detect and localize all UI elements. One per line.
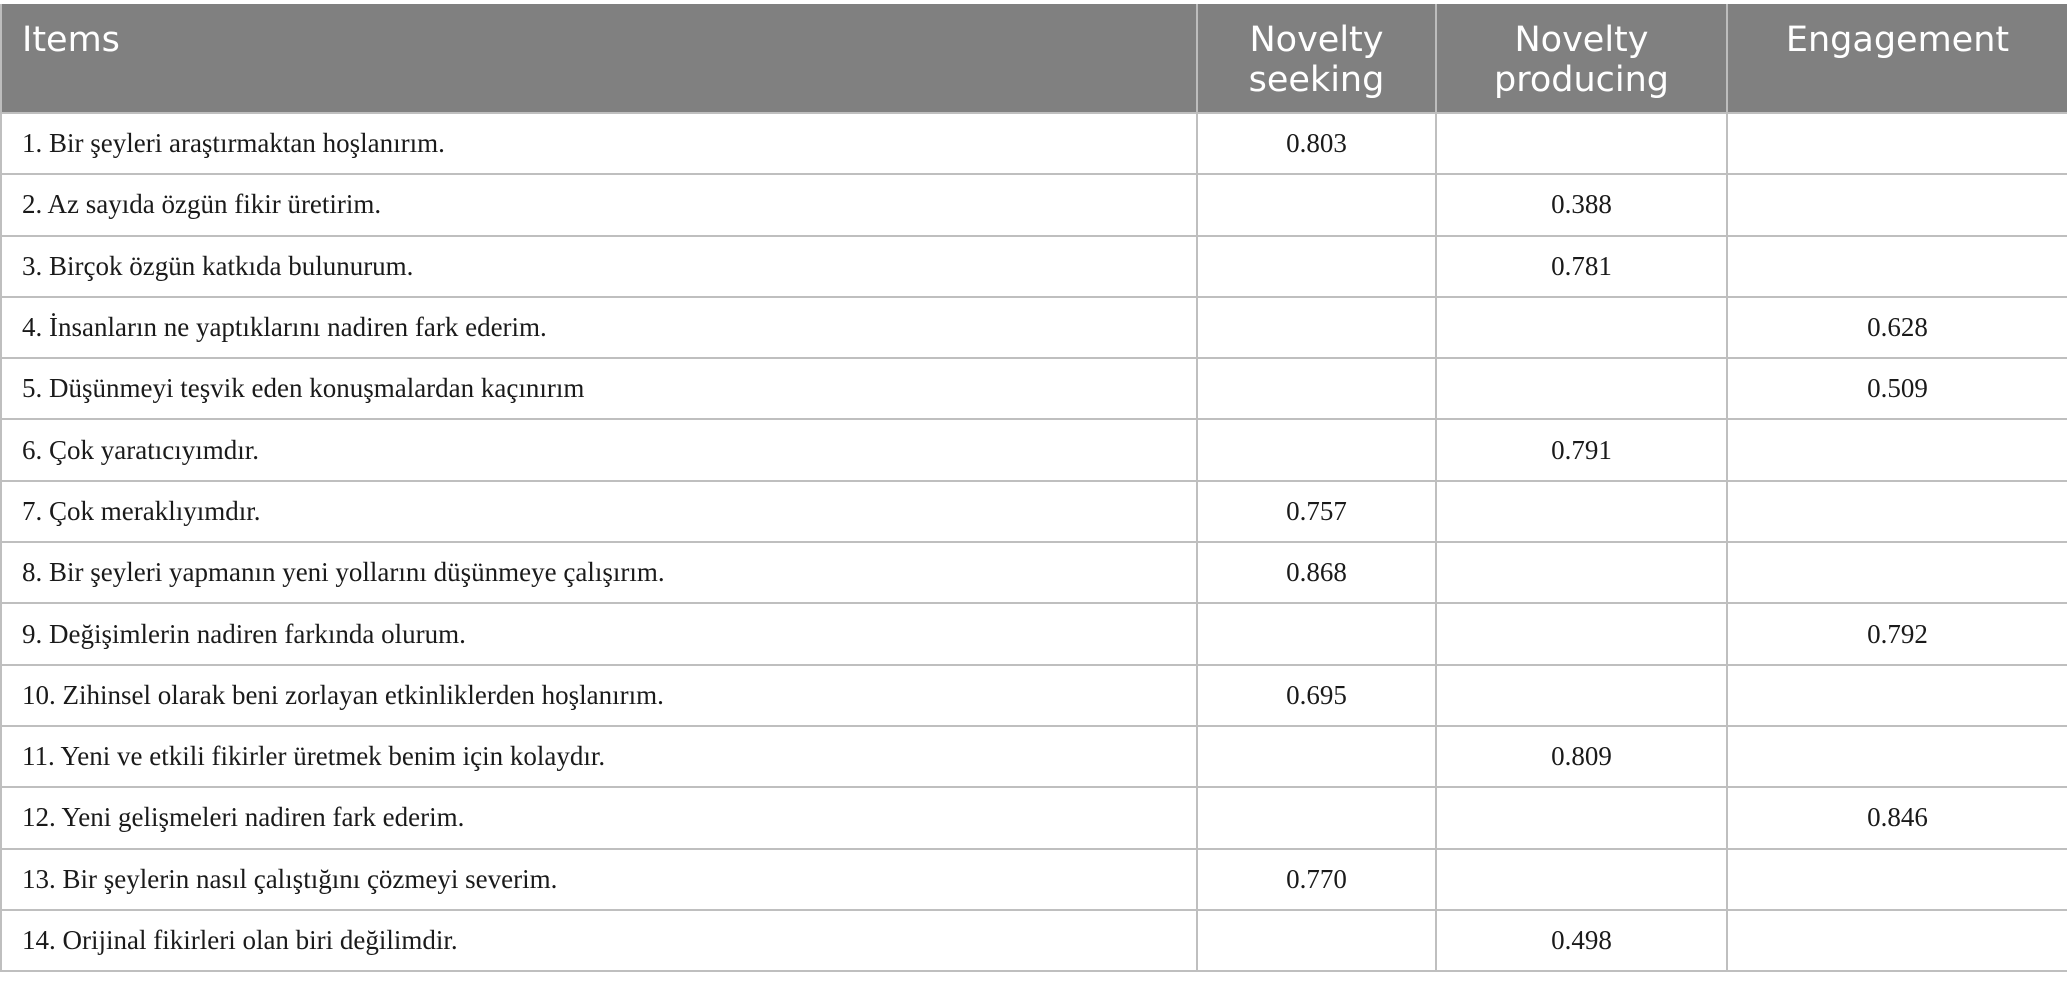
item-text: 4. İnsanların ne yaptıklarını nadiren fark ederim. [1, 297, 1197, 358]
novelty-seeking-value: 0.695 [1197, 665, 1436, 726]
novelty-producing-value: 0.809 [1436, 726, 1727, 787]
novelty-seeking-value [1197, 419, 1436, 480]
header-novelty-seeking: Novelty seeking [1197, 4, 1436, 113]
table-row [1, 849, 2067, 910]
novelty-seeking-value: 0.803 [1197, 113, 1436, 174]
engagement-value: 0.792 [1727, 603, 2067, 664]
table-row [1, 113, 2067, 174]
novelty-seeking-value [1197, 297, 1436, 358]
novelty-seeking-value: 0.770 [1197, 849, 1436, 910]
novelty-producing-value [1436, 358, 1727, 419]
novelty-producing-value [1436, 297, 1727, 358]
engagement-value: 0.509 [1727, 358, 2067, 419]
engagement-value [1727, 910, 2067, 971]
novelty-seeking-value: 0.757 [1197, 481, 1436, 542]
item-text: 9. Değişimlerin nadiren farkında olurum. [1, 603, 1197, 664]
item-text: 10. Zihinsel olarak beni zorlayan etkinliklerden hoşlanırım. [1, 665, 1197, 726]
table-row [1, 787, 2067, 848]
novelty-producing-value [1436, 665, 1727, 726]
item-text: 5. Düşünmeyi teşvik eden konuşmalardan kaçınırım [1, 358, 1197, 419]
table-row [1, 297, 2067, 358]
table-row [1, 665, 2067, 726]
item-text: 6. Çok yaratıcıyımdır. [1, 419, 1197, 480]
engagement-value: 0.846 [1727, 787, 2067, 848]
table-row [1, 419, 2067, 480]
header-items: Items [1, 4, 1197, 113]
engagement-value [1727, 665, 2067, 726]
novelty-seeking-value [1197, 174, 1436, 235]
header-novelty-producing: Novelty producing [1436, 4, 1727, 113]
novelty-producing-value: 0.388 [1436, 174, 1727, 235]
engagement-value [1727, 726, 2067, 787]
factor-loadings-table [0, 4, 2067, 972]
novelty-seeking-value [1197, 726, 1436, 787]
table-row [1, 910, 2067, 971]
table-body [1, 113, 2067, 971]
engagement-value [1727, 542, 2067, 603]
novelty-producing-value [1436, 481, 1727, 542]
engagement-value: 0.628 [1727, 297, 2067, 358]
table-row [1, 174, 2067, 235]
item-text: 13. Bir şeylerin nasıl çalıştığını çözmeyi severim. [1, 849, 1197, 910]
novelty-producing-value: 0.781 [1436, 236, 1727, 297]
engagement-value [1727, 481, 2067, 542]
novelty-producing-value [1436, 113, 1727, 174]
novelty-producing-value: 0.498 [1436, 910, 1727, 971]
novelty-producing-value [1436, 849, 1727, 910]
item-text: 11. Yeni ve etkili fikirler üretmek benim için kolaydır. [1, 726, 1197, 787]
table-row [1, 603, 2067, 664]
table-header [1, 4, 2067, 113]
engagement-value [1727, 849, 2067, 910]
novelty-producing-value [1436, 603, 1727, 664]
item-text: 2. Az sayıda özgün fikir üretirim. [1, 174, 1197, 235]
novelty-seeking-value: 0.868 [1197, 542, 1436, 603]
item-text: 14. Orijinal fikirleri olan biri değilimdir. [1, 910, 1197, 971]
item-text: 3. Birçok özgün katkıda bulunurum. [1, 236, 1197, 297]
novelty-seeking-value [1197, 787, 1436, 848]
engagement-value [1727, 174, 2067, 235]
item-text: 8. Bir şeyleri yapmanın yeni yollarını düşünmeye çalışırım. [1, 542, 1197, 603]
header-row [1, 4, 2067, 113]
novelty-seeking-value [1197, 236, 1436, 297]
novelty-seeking-value [1197, 910, 1436, 971]
engagement-value [1727, 113, 2067, 174]
table-row [1, 358, 2067, 419]
table-row [1, 542, 2067, 603]
item-text: 12. Yeni gelişmeleri nadiren fark ederim. [1, 787, 1197, 848]
novelty-seeking-value [1197, 603, 1436, 664]
table-row [1, 726, 2067, 787]
item-text: 7. Çok meraklıyımdır. [1, 481, 1197, 542]
engagement-value [1727, 236, 2067, 297]
novelty-producing-value [1436, 542, 1727, 603]
table-row [1, 236, 2067, 297]
header-engagement: Engagement [1727, 4, 2067, 113]
novelty-producing-value [1436, 787, 1727, 848]
engagement-value [1727, 419, 2067, 480]
novelty-producing-value: 0.791 [1436, 419, 1727, 480]
novelty-seeking-value [1197, 358, 1436, 419]
item-text: 1. Bir şeyleri araştırmaktan hoşlanırım. [1, 113, 1197, 174]
factor-loadings-table-container [0, 4, 2067, 972]
table-row [1, 481, 2067, 542]
